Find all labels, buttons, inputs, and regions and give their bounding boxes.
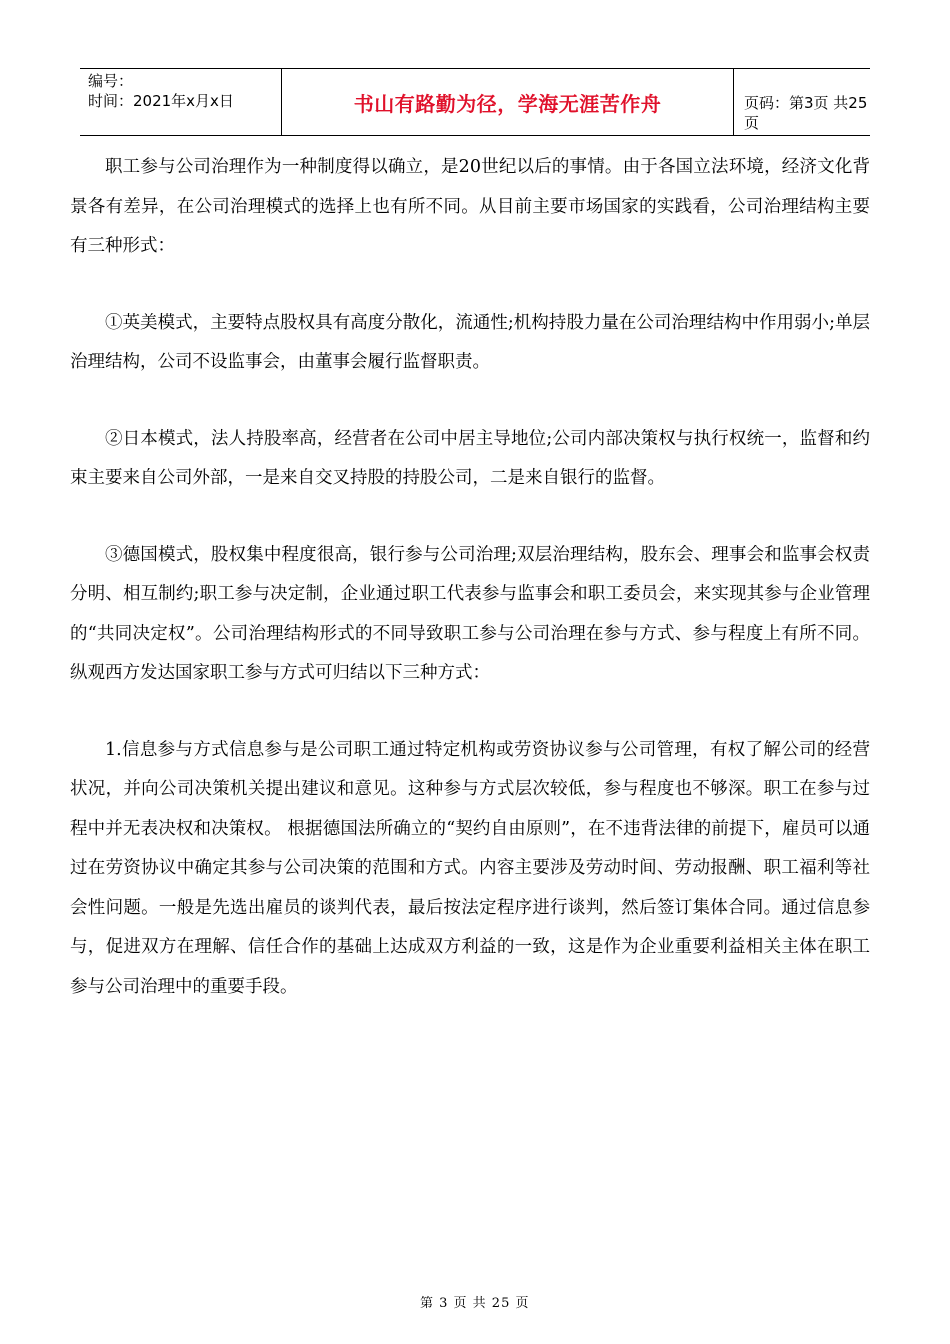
paragraph-anglo-american-model: ①英美模式，主要特点股权具有高度分散化，流通性;机构持股力量在公司治理结构中作用弱小;单层治理结构，公司不设监事会，由董事会履行监督职责。 bbox=[70, 312, 870, 372]
header-motto: 书山有路勤为径，学海无涯苦作舟 bbox=[282, 69, 734, 135]
paragraph-germany-model: ③德国模式，股权集中程度很高，银行参与公司治理;双层治理结构，股东会、理事会和监事会权责分明、相互制约;职工参与决定制，企业通过职工代表参与监事会和职工委员会，来实现其参与企业管理的“共同决定权”。公司治理结构形式的不同导致职工参与公司治理在参与方式、参与程度上有所不同。纵观西方发达国家职工参与方式可归结以下三种方式： bbox=[70, 544, 870, 683]
document-body bbox=[70, 148, 870, 1044]
header-page-info: 页码：第3页 共25页 bbox=[744, 94, 868, 132]
paragraph-japan-model: ②日本模式，法人持股率高，经营者在公司中居主导地位;公司内部决策权与执行权统一，监督和约束主要来自公司外部，一是来自交叉持股的持股公司，二是来自银行的监督。 bbox=[70, 428, 870, 488]
page-header bbox=[80, 68, 870, 136]
paragraph-intro: 职工参与公司治理作为一种制度得以确立，是20世纪以后的事情。由于各国立法环境，经济文化背景各有差异，在公司治理模式的选择上也有所不同。从目前主要市场国家的实践看，公司治理结构主要有三种形式： bbox=[70, 157, 870, 256]
header-left-cell bbox=[80, 69, 282, 135]
paragraph-information-participation: 1.信息参与方式信息参与是公司职工通过特定机构或劳资协议参与公司管理，有权了解公司的经营状况，并向公司决策机关提出建议和意见。这种参与方式层次较低，参与程度也不够深。职工在参与过程中并无表决权和决策权。 根据德国法所确立的“契约自由原则”，在不违背法律的前提下，雇员可以通过在劳资协议中确定其参与公司决策的范围和方式。内容主要涉及劳动时间、劳动报酬、职工福利等社会性问题。一般是先选出雇员的谈判代表，最后按法定程序进行谈判，然后签订集体合同。通过信息参与，促进双方在理解、信任合作的基础上达成双方利益的一致，这是作为企业重要利益相关主体在职工参与公司治理中的重要手段。 bbox=[70, 739, 870, 997]
document-date-label: 时间：2021年x月x日 bbox=[88, 92, 234, 110]
document-number-label: 编号： bbox=[88, 72, 134, 90]
page-footer: 第 3 页 共 25 页 bbox=[420, 1296, 530, 1311]
